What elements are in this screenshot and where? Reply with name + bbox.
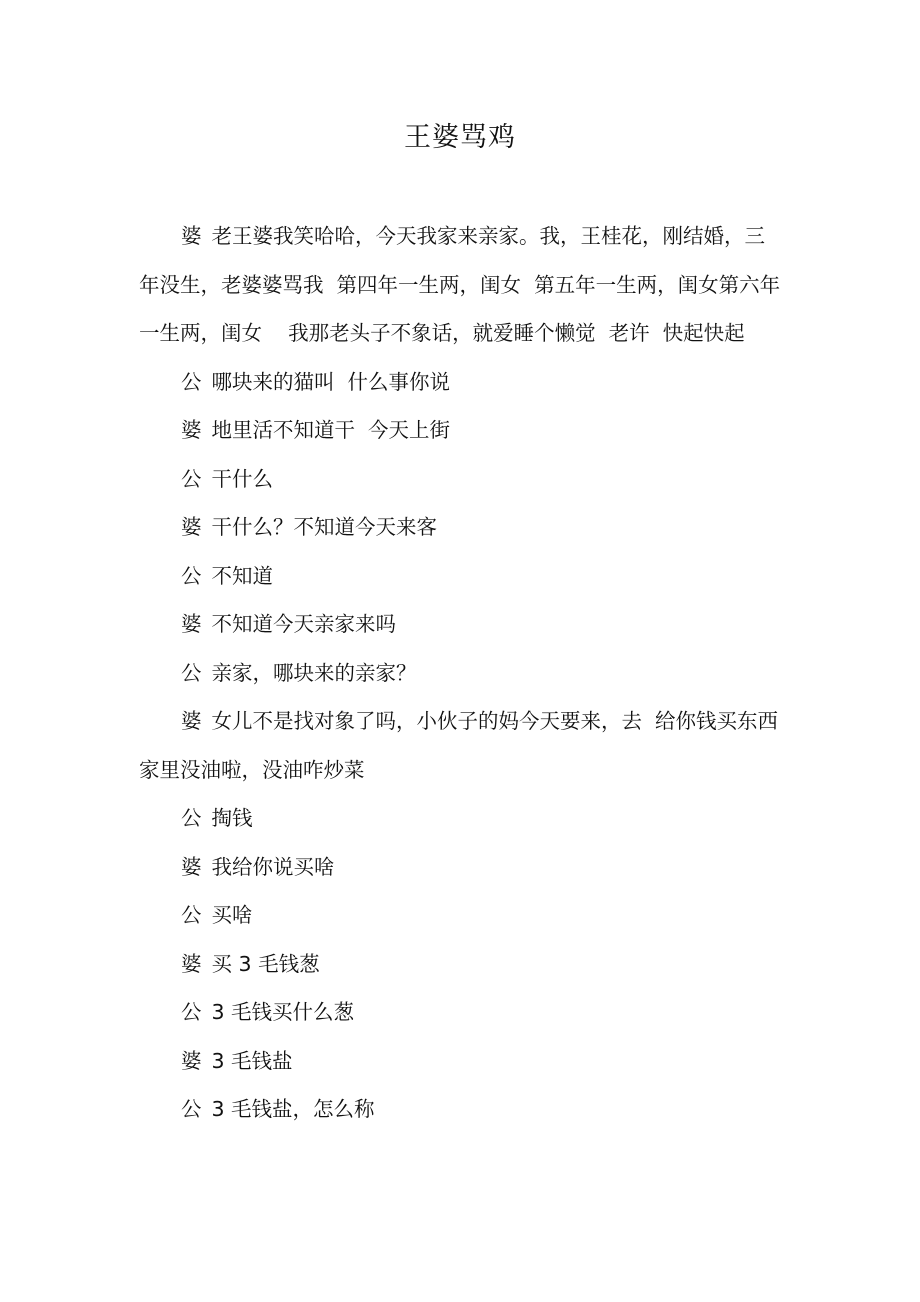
dialogue-line	[139, 406, 784, 455]
line-text: 不知道今天亲家来吗	[211, 612, 396, 636]
dialogue-line	[139, 600, 784, 649]
dialogue-line	[139, 552, 784, 601]
dialogue-line	[139, 503, 784, 552]
speaker-label: 婆	[181, 709, 202, 733]
speaker-label: 婆	[181, 418, 202, 442]
line-text: 干什么	[211, 466, 273, 491]
speaker-label: 婆	[181, 612, 202, 636]
dialogue-line	[139, 843, 784, 892]
dialogue-line	[139, 891, 784, 940]
speaker-label: 婆	[181, 224, 202, 248]
document-body	[139, 212, 792, 1134]
line-text: 老王婆我笑哈哈，今天我家来亲家。我，王桂花，刚结婚，三年没生，老婆婆骂我 第四年一生两，闺女 第五年一生两，闺女第六年一生两，闺女 我那老头子不象话，就爱睡个懒觉 老许 快起快起	[139, 224, 781, 345]
dialogue-line	[139, 1037, 784, 1086]
speaker-label: 公	[181, 1000, 202, 1024]
dialogue-line	[139, 455, 784, 504]
speaker-label: 公	[181, 660, 202, 685]
line-text: 3 毛钱盐	[211, 1048, 293, 1073]
line-text: 女儿不是找对象了吗，小伙子的妈今天要来，去 给你钱买东西 家里没油啦，没油咋炒菜	[139, 709, 792, 782]
speaker-label: 公	[181, 466, 202, 491]
line-text: 哪块来的猫叫 什么事你说	[211, 369, 451, 394]
dialogue-line	[139, 988, 784, 1037]
line-text: 3 毛钱买什么葱	[211, 1000, 355, 1024]
speaker-label: 公	[181, 563, 202, 588]
speaker-label: 婆	[181, 951, 202, 976]
speaker-label: 公	[181, 806, 202, 830]
line-text: 掏钱	[211, 806, 253, 830]
dialogue-line	[139, 794, 784, 843]
line-text: 干什么？不知道今天来客	[211, 515, 437, 539]
dialogue-line	[139, 697, 792, 794]
line-text: 地里活不知道干 今天上街	[211, 418, 451, 442]
speaker-label: 公	[181, 369, 202, 394]
dialogue-line	[139, 649, 784, 698]
speaker-label: 公	[181, 903, 202, 927]
dialogue-line	[139, 358, 784, 407]
document-title: 王婆骂鸡	[404, 122, 516, 153]
speaker-label: 婆	[181, 1048, 202, 1073]
line-text: 3 毛钱盐，怎么称	[211, 1097, 375, 1121]
line-text: 买 3 毛钱葱	[211, 951, 320, 976]
line-text: 不知道	[211, 563, 273, 588]
dialogue-line	[139, 1085, 784, 1134]
line-text: 买啥	[211, 903, 253, 927]
speaker-label: 公	[181, 1097, 202, 1121]
line-text: 亲家，哪块来的亲家？	[211, 660, 417, 685]
speaker-label: 婆	[181, 854, 202, 879]
speaker-label: 婆	[181, 515, 202, 539]
dialogue-line	[139, 212, 784, 358]
line-text: 我给你说买啥	[211, 854, 335, 879]
dialogue-line	[139, 940, 784, 989]
